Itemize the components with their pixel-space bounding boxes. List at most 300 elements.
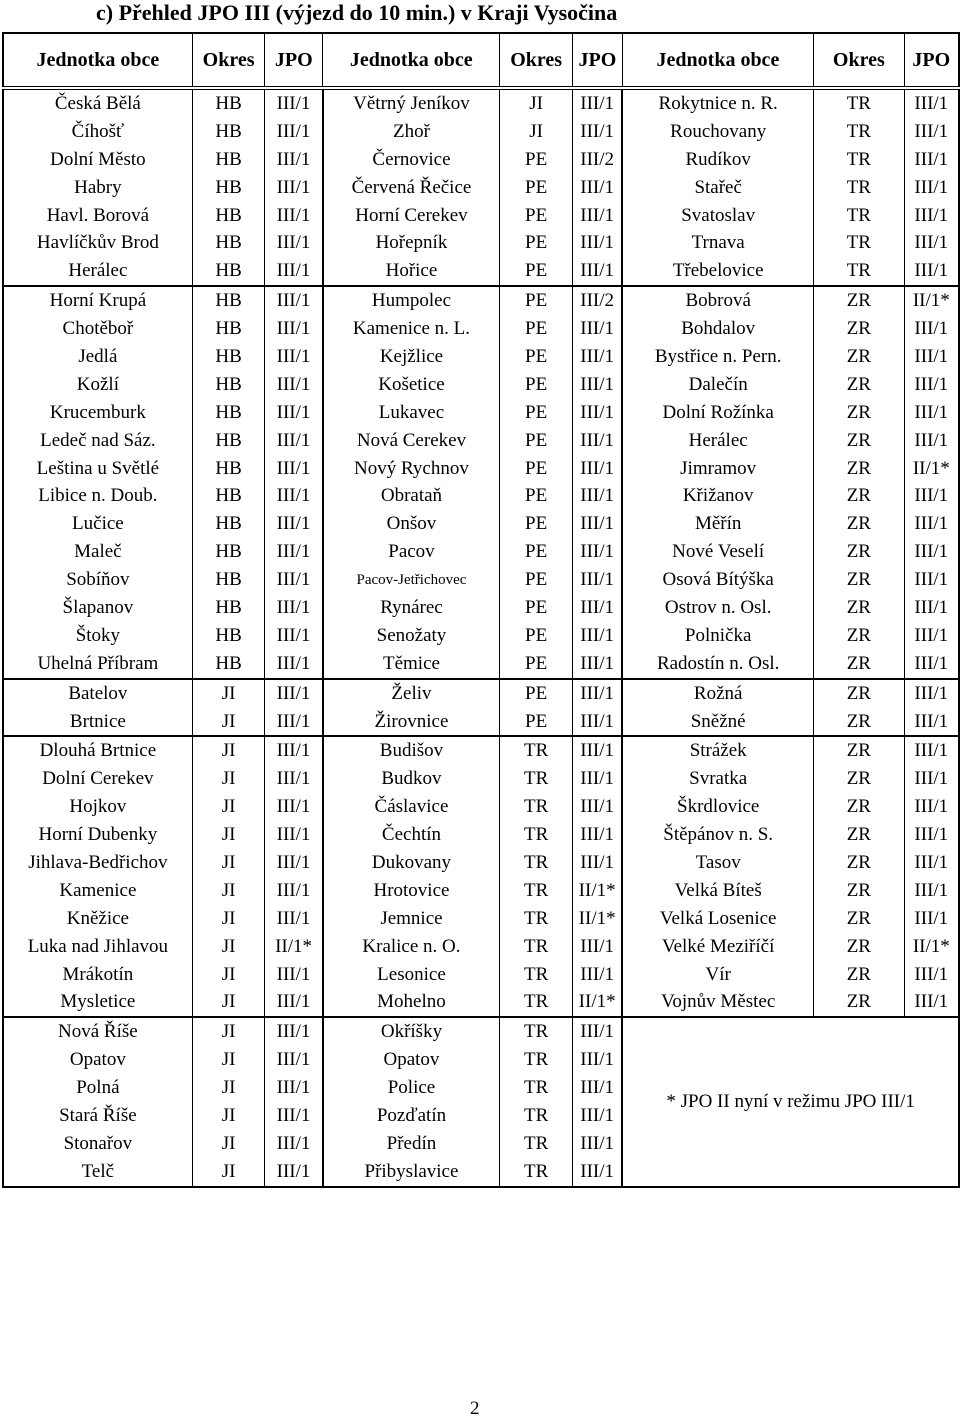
- jpo-category-cell: III/1: [572, 88, 622, 118]
- jpo-category-cell: III/1: [265, 174, 323, 202]
- table-body: [3, 88, 959, 1187]
- district-code-cell: HB: [192, 229, 265, 257]
- unit-name-cell: Nová Říše: [3, 1017, 192, 1046]
- district-code-cell: ZR: [814, 286, 905, 315]
- jpo-category-cell: III/1: [265, 315, 323, 343]
- district-code-cell: JI: [500, 118, 573, 146]
- unit-name-cell: Trnava: [622, 229, 813, 257]
- unit-name-cell: Mohelno: [323, 989, 500, 1018]
- jpo-category-cell: III/2: [572, 286, 622, 315]
- jpo-category-cell: III/1: [265, 1074, 323, 1102]
- unit-name-cell: Lučice: [72, 513, 124, 535]
- unit-name-cell: Tasov: [622, 849, 813, 877]
- unit-name-cell: Dalečín: [622, 371, 813, 399]
- jpo-category-cell: II/1*: [904, 455, 959, 483]
- jpo-category-cell: III/1: [572, 538, 622, 566]
- unit-name-cell: Červená Řečice: [323, 174, 500, 202]
- unit-name-cell: Mysletice: [60, 991, 136, 1013]
- district-code-cell: HB: [192, 566, 265, 594]
- district-code-cell: PE: [500, 538, 573, 566]
- district-code-cell: JI: [192, 1074, 265, 1102]
- district-code-cell: TR: [500, 877, 573, 905]
- table-row: [3, 455, 959, 483]
- jpo-category-cell: III/1: [904, 88, 959, 118]
- table-row: [3, 229, 959, 257]
- unit-name-cell: Kralice n. O.: [323, 933, 500, 961]
- district-code-cell: TR: [814, 202, 905, 230]
- jpo-category-cell: III/1: [265, 566, 323, 594]
- jpo-category-cell: III/1: [572, 257, 622, 286]
- unit-name-cell: Třebelovice: [622, 257, 813, 286]
- jpo-category-cell: III/1: [904, 174, 959, 202]
- district-code-cell: TR: [500, 989, 573, 1018]
- unit-name-cell: Havl. Borová: [46, 204, 150, 226]
- fire-units-table: [2, 32, 960, 1188]
- unit-name-cell: Opatov: [69, 1049, 126, 1071]
- unit-name-cell: Herálec: [622, 427, 813, 455]
- unit-name-cell: Budkov: [323, 765, 500, 793]
- jpo-category-cell: III/1: [265, 594, 323, 622]
- table-row: [3, 118, 959, 146]
- district-code-cell: HB: [192, 88, 265, 118]
- jpo-category-cell: III/1: [265, 455, 323, 483]
- jpo-category-cell: III/1: [904, 315, 959, 343]
- table-row: [3, 793, 959, 821]
- table-row: [3, 736, 959, 765]
- district-code-cell: PE: [500, 315, 573, 343]
- unit-name-cell: Horní Dubenky: [38, 824, 158, 846]
- unit-name-cell: Ostrov n. Osl.: [622, 594, 813, 622]
- district-code-cell: JI: [192, 877, 265, 905]
- jpo-category-cell: III/1: [904, 765, 959, 793]
- district-code-cell: ZR: [814, 343, 905, 371]
- jpo-category-cell: III/1: [265, 821, 323, 849]
- district-code-cell: HB: [192, 146, 265, 174]
- table-row: [3, 905, 959, 933]
- jpo-category-cell: III/1: [904, 146, 959, 174]
- jpo-category-cell: III/1: [904, 371, 959, 399]
- table-row: [3, 1017, 959, 1046]
- district-code-cell: HB: [192, 343, 265, 371]
- unit-name-cell: Luka nad Jihlavou: [27, 935, 169, 957]
- column-header: JPO: [265, 33, 323, 88]
- district-code-cell: PE: [500, 708, 573, 737]
- district-code-cell: HB: [192, 482, 265, 510]
- jpo-category-cell: III/1: [265, 371, 323, 399]
- district-code-cell: PE: [500, 229, 573, 257]
- jpo-category-cell: III/1: [265, 1046, 323, 1074]
- unit-name-cell: Kněžice: [66, 907, 129, 929]
- district-code-cell: HB: [192, 427, 265, 455]
- unit-name-cell: Jemnice: [323, 905, 500, 933]
- jpo-category-cell: III/1: [904, 229, 959, 257]
- table-row: [3, 650, 959, 679]
- unit-name-cell: Nová Cerekev: [323, 427, 500, 455]
- district-code-cell: ZR: [814, 594, 905, 622]
- jpo-category-cell: II/1*: [904, 933, 959, 961]
- jpo-category-cell: III/1: [904, 877, 959, 905]
- district-code-cell: HB: [192, 399, 265, 427]
- unit-name-cell: Horní Cerekev: [323, 202, 500, 230]
- district-code-cell: ZR: [814, 315, 905, 343]
- district-code-cell: PE: [500, 286, 573, 315]
- table-row: [3, 482, 959, 510]
- unit-name-cell: Humpolec: [323, 286, 500, 315]
- column-header: Jednotka obce: [3, 33, 192, 88]
- district-code-cell: JI: [192, 961, 265, 989]
- unit-name-cell: Brtnice: [69, 710, 126, 732]
- unit-name-cell: Čechtín: [323, 821, 500, 849]
- column-header: Okres: [500, 33, 573, 88]
- jpo-category-cell: III/1: [265, 1017, 323, 1046]
- unit-name-cell: Chotěboř: [62, 318, 134, 340]
- jpo-category-cell: III/1: [904, 257, 959, 286]
- jpo-category-cell: III/1: [265, 1130, 323, 1158]
- jpo-category-cell: III/1: [572, 174, 622, 202]
- jpo-category-cell: III/1: [572, 849, 622, 877]
- district-code-cell: JI: [192, 1017, 265, 1046]
- district-code-cell: ZR: [814, 765, 905, 793]
- district-code-cell: TR: [500, 1074, 573, 1102]
- district-code-cell: JI: [192, 1130, 265, 1158]
- district-code-cell: ZR: [814, 482, 905, 510]
- jpo-category-cell: III/1: [904, 399, 959, 427]
- unit-name-cell: Herálec: [68, 260, 128, 282]
- unit-name-cell: Radostín n. Osl.: [622, 650, 813, 679]
- table-row: [3, 510, 959, 538]
- jpo-category-cell: III/1: [265, 961, 323, 989]
- unit-name-cell: Větrný Jeníkov: [323, 88, 500, 118]
- district-code-cell: ZR: [814, 622, 905, 650]
- jpo-category-cell: III/1: [572, 1158, 622, 1187]
- unit-name-cell: Krucemburk: [49, 401, 146, 423]
- unit-name-cell: Česká Bělá: [54, 92, 141, 114]
- jpo-category-cell: III/1: [904, 594, 959, 622]
- district-code-cell: ZR: [814, 427, 905, 455]
- unit-name-cell: Nový Rychnov: [323, 455, 500, 483]
- jpo-category-cell: III/1: [572, 1102, 622, 1130]
- district-code-cell: ZR: [814, 399, 905, 427]
- unit-name-cell: Strážek: [622, 736, 813, 765]
- jpo-category-cell: III/1: [265, 736, 323, 765]
- district-code-cell: PE: [500, 427, 573, 455]
- unit-name-cell: Opatov: [323, 1046, 500, 1074]
- unit-name-cell: Leština u Světlé: [36, 457, 160, 479]
- jpo-category-cell: III/1: [265, 765, 323, 793]
- unit-name-cell: Svatoslav: [622, 202, 813, 230]
- district-code-cell: ZR: [814, 877, 905, 905]
- unit-name-cell: Habry: [74, 176, 122, 198]
- jpo-category-cell: III/1: [572, 736, 622, 765]
- district-code-cell: ZR: [814, 821, 905, 849]
- district-code-cell: TR: [500, 736, 573, 765]
- jpo-category-cell: III/1: [904, 849, 959, 877]
- district-code-cell: JI: [192, 905, 265, 933]
- column-header: Okres: [814, 33, 905, 88]
- jpo-category-cell: III/1: [904, 622, 959, 650]
- district-code-cell: PE: [500, 399, 573, 427]
- unit-name-cell: Obrataň: [323, 482, 500, 510]
- unit-name-cell: Štoky: [75, 624, 121, 646]
- district-code-cell: HB: [192, 257, 265, 286]
- unit-name-cell: Předín: [323, 1130, 500, 1158]
- unit-name-cell: Rynárec: [323, 594, 500, 622]
- district-code-cell: PE: [500, 594, 573, 622]
- unit-name-cell: Nové Veselí: [622, 538, 813, 566]
- unit-name-cell: Dolní Cerekev: [42, 768, 154, 790]
- table-row: [3, 399, 959, 427]
- district-code-cell: JI: [192, 736, 265, 765]
- unit-name-cell: Šlapanov: [62, 596, 134, 618]
- table-row: [3, 679, 959, 708]
- unit-name-cell: Police: [323, 1074, 500, 1102]
- jpo-category-cell: III/2: [572, 146, 622, 174]
- jpo-category-cell: III/1: [265, 146, 323, 174]
- district-code-cell: PE: [500, 679, 573, 708]
- jpo-category-cell: III/1: [904, 343, 959, 371]
- jpo-category-cell: III/1: [572, 1130, 622, 1158]
- district-code-cell: ZR: [814, 708, 905, 737]
- jpo-category-cell: III/1: [265, 905, 323, 933]
- jpo-category-cell: III/1: [572, 1046, 622, 1074]
- jpo-category-cell: III/1: [572, 566, 622, 594]
- unit-name-cell: Kejžlice: [323, 343, 500, 371]
- unit-name-cell: Hrotovice: [323, 877, 500, 905]
- district-code-cell: PE: [500, 482, 573, 510]
- jpo-category-cell: III/1: [265, 286, 323, 315]
- district-code-cell: TR: [500, 905, 573, 933]
- jpo-category-cell: III/1: [265, 510, 323, 538]
- jpo-category-cell: III/1: [572, 118, 622, 146]
- unit-name-cell: Křižanov: [622, 482, 813, 510]
- jpo-category-cell: III/1: [265, 1158, 323, 1187]
- table-row: [3, 343, 959, 371]
- unit-name-cell: Dukovany: [323, 849, 500, 877]
- district-code-cell: HB: [192, 286, 265, 315]
- unit-name-cell: Čáslavice: [323, 793, 500, 821]
- district-code-cell: HB: [192, 594, 265, 622]
- jpo-category-cell: III/1: [904, 905, 959, 933]
- unit-name-cell: Horní Krupá: [3, 286, 192, 315]
- page-heading: c) Přehled JPO III (výjezd do 10 min.) v Kraji Vysočina: [96, 0, 618, 25]
- district-code-cell: JI: [192, 933, 265, 961]
- district-code-cell: HB: [192, 118, 265, 146]
- table-row: [3, 371, 959, 399]
- district-code-cell: ZR: [814, 933, 905, 961]
- unit-name-cell: Těmice: [323, 650, 500, 679]
- jpo-category-cell: III/1: [572, 961, 622, 989]
- unit-name-cell: Stonařov: [63, 1132, 133, 1154]
- jpo-category-cell: III/1: [904, 482, 959, 510]
- district-code-cell: PE: [500, 455, 573, 483]
- jpo-category-cell: III/1: [265, 622, 323, 650]
- jpo-category-cell: III/1: [572, 650, 622, 679]
- district-code-cell: ZR: [814, 371, 905, 399]
- jpo-category-cell: III/1: [265, 229, 323, 257]
- unit-name-cell: Jedlá: [78, 345, 118, 367]
- jpo-category-cell: III/1: [572, 315, 622, 343]
- jpo-category-cell: III/1: [572, 679, 622, 708]
- district-code-cell: HB: [192, 315, 265, 343]
- district-code-cell: PE: [500, 622, 573, 650]
- jpo-category-cell: III/1: [904, 650, 959, 679]
- table-row: [3, 146, 959, 174]
- district-code-cell: TR: [500, 793, 573, 821]
- district-code-cell: TR: [500, 821, 573, 849]
- unit-name-cell: Rožná: [622, 679, 813, 708]
- unit-name-cell: Lukavec: [323, 399, 500, 427]
- district-code-cell: HB: [192, 174, 265, 202]
- district-code-cell: ZR: [814, 510, 905, 538]
- district-code-cell: ZR: [814, 650, 905, 679]
- table-row: [3, 202, 959, 230]
- unit-name-cell: Bobrová: [622, 286, 813, 315]
- column-header: JPO: [572, 33, 622, 88]
- unit-name-cell: Hojkov: [69, 796, 127, 818]
- jpo-category-cell: III/1: [265, 1102, 323, 1130]
- unit-name-cell: Rudíkov: [622, 146, 813, 174]
- jpo-category-cell: III/1: [572, 510, 622, 538]
- unit-name-cell: Jimramov: [622, 455, 813, 483]
- unit-name-cell: Zhoř: [323, 118, 500, 146]
- district-code-cell: JI: [192, 793, 265, 821]
- district-code-cell: JI: [192, 821, 265, 849]
- unit-name-cell: Stará Říše: [59, 1105, 137, 1126]
- jpo-category-cell: III/1: [265, 118, 323, 146]
- unit-name-cell: Onšov: [323, 510, 500, 538]
- jpo-category-cell: III/1: [572, 455, 622, 483]
- jpo-category-cell: III/1: [572, 793, 622, 821]
- unit-name-cell: Pacov: [323, 538, 500, 566]
- district-code-cell: TR: [500, 1046, 573, 1074]
- table-row: [3, 961, 959, 989]
- unit-name-cell: Pozďatín: [323, 1102, 500, 1130]
- district-code-cell: HB: [192, 202, 265, 230]
- district-code-cell: JI: [192, 679, 265, 708]
- unit-name-cell: Přibyslavice: [323, 1158, 500, 1187]
- jpo-category-cell: III/1: [572, 1017, 622, 1046]
- jpo-category-cell: III/1: [265, 257, 323, 286]
- jpo-category-cell: III/1: [572, 202, 622, 230]
- jpo-category-cell: III/1: [572, 933, 622, 961]
- district-code-cell: PE: [500, 343, 573, 371]
- unit-name-cell: Senožaty: [323, 622, 500, 650]
- jpo-category-cell: III/1: [572, 594, 622, 622]
- unit-name-cell: Uhelná Příbram: [37, 652, 159, 674]
- unit-name-cell: Hořice: [323, 257, 500, 286]
- unit-name-cell: Okříšky: [323, 1017, 500, 1046]
- district-code-cell: TR: [814, 229, 905, 257]
- footnote-cell: * JPO II nyní v režimu JPO III/1: [622, 1017, 959, 1186]
- jpo-category-cell: III/1: [572, 622, 622, 650]
- district-code-cell: ZR: [814, 538, 905, 566]
- jpo-category-cell: III/1: [904, 427, 959, 455]
- district-code-cell: ZR: [814, 736, 905, 765]
- jpo-category-cell: III/1: [904, 736, 959, 765]
- table-row: [3, 315, 959, 343]
- district-code-cell: TR: [500, 1017, 573, 1046]
- page-number: 2: [470, 1398, 480, 1419]
- unit-name-cell: Bohdalov: [622, 315, 813, 343]
- district-code-cell: TR: [814, 118, 905, 146]
- unit-name-cell: Svratka: [622, 765, 813, 793]
- column-header: Jednotka obce: [323, 33, 500, 88]
- unit-name-cell: Ledeč nad Sáz.: [40, 429, 156, 451]
- unit-name-cell: Bystřice n. Pern.: [622, 343, 813, 371]
- unit-name-cell: Žirovnice: [323, 708, 500, 737]
- table-row: [3, 427, 959, 455]
- unit-name-cell: Velké Meziříčí: [622, 933, 813, 961]
- district-code-cell: JI: [192, 1046, 265, 1074]
- unit-name-cell: Rouchovany: [622, 118, 813, 146]
- unit-name-cell: Kamenice: [59, 879, 137, 901]
- table-row: [3, 257, 959, 286]
- table-row: [3, 765, 959, 793]
- district-code-cell: HB: [192, 622, 265, 650]
- table-row: [3, 594, 959, 622]
- unit-name-cell: Pacov-Jetřichovec: [323, 566, 500, 594]
- jpo-category-cell: III/1: [572, 371, 622, 399]
- unit-name-cell: Vojnův Městec: [622, 989, 813, 1018]
- unit-name-cell: Štěpánov n. S.: [622, 821, 813, 849]
- jpo-category-cell: II/1*: [904, 286, 959, 315]
- district-code-cell: PE: [500, 146, 573, 174]
- unit-name-cell: Budišov: [323, 736, 500, 765]
- district-code-cell: HB: [192, 538, 265, 566]
- district-code-cell: JI: [192, 1102, 265, 1130]
- district-code-cell: ZR: [814, 905, 905, 933]
- unit-name-cell: Libice n. Doub.: [38, 485, 158, 507]
- district-code-cell: HB: [192, 510, 265, 538]
- jpo-category-cell: III/1: [572, 427, 622, 455]
- jpo-category-cell: III/1: [904, 118, 959, 146]
- jpo-category-cell: III/1: [572, 399, 622, 427]
- table-row: [3, 174, 959, 202]
- unit-name-cell: Kamenice n. L.: [323, 315, 500, 343]
- unit-name-cell: Osová Bítýška: [622, 566, 813, 594]
- unit-name-cell: Číhošť: [71, 120, 125, 142]
- jpo-category-cell: III/1: [904, 566, 959, 594]
- column-header: Okres: [192, 33, 265, 88]
- unit-name-cell: Polná: [76, 1077, 120, 1099]
- district-code-cell: PE: [500, 174, 573, 202]
- jpo-category-cell: III/1: [904, 679, 959, 708]
- district-code-cell: TR: [814, 146, 905, 174]
- jpo-category-cell: II/1*: [572, 877, 622, 905]
- unit-name-cell: Černovice: [323, 146, 500, 174]
- district-code-cell: JI: [192, 1158, 265, 1187]
- district-code-cell: TR: [814, 88, 905, 118]
- table-row: [3, 849, 959, 877]
- jpo-category-cell: III/1: [265, 427, 323, 455]
- jpo-category-cell: III/1: [572, 229, 622, 257]
- district-code-cell: HB: [192, 455, 265, 483]
- column-header: JPO: [904, 33, 959, 88]
- table-row: [3, 933, 959, 961]
- unit-name-cell: Hořepník: [323, 229, 500, 257]
- jpo-category-cell: III/1: [904, 989, 959, 1018]
- unit-name-cell: Havlíčkův Brod: [36, 232, 159, 254]
- district-code-cell: ZR: [814, 849, 905, 877]
- table-row: [3, 989, 959, 1018]
- district-code-cell: ZR: [814, 961, 905, 989]
- unit-name-cell: Dlouhá Brtnice: [3, 736, 192, 765]
- jpo-category-cell: III/1: [265, 343, 323, 371]
- jpo-category-cell: III/1: [265, 849, 323, 877]
- jpo-category-cell: III/1: [572, 765, 622, 793]
- district-code-cell: TR: [500, 765, 573, 793]
- jpo-category-cell: III/1: [265, 88, 323, 118]
